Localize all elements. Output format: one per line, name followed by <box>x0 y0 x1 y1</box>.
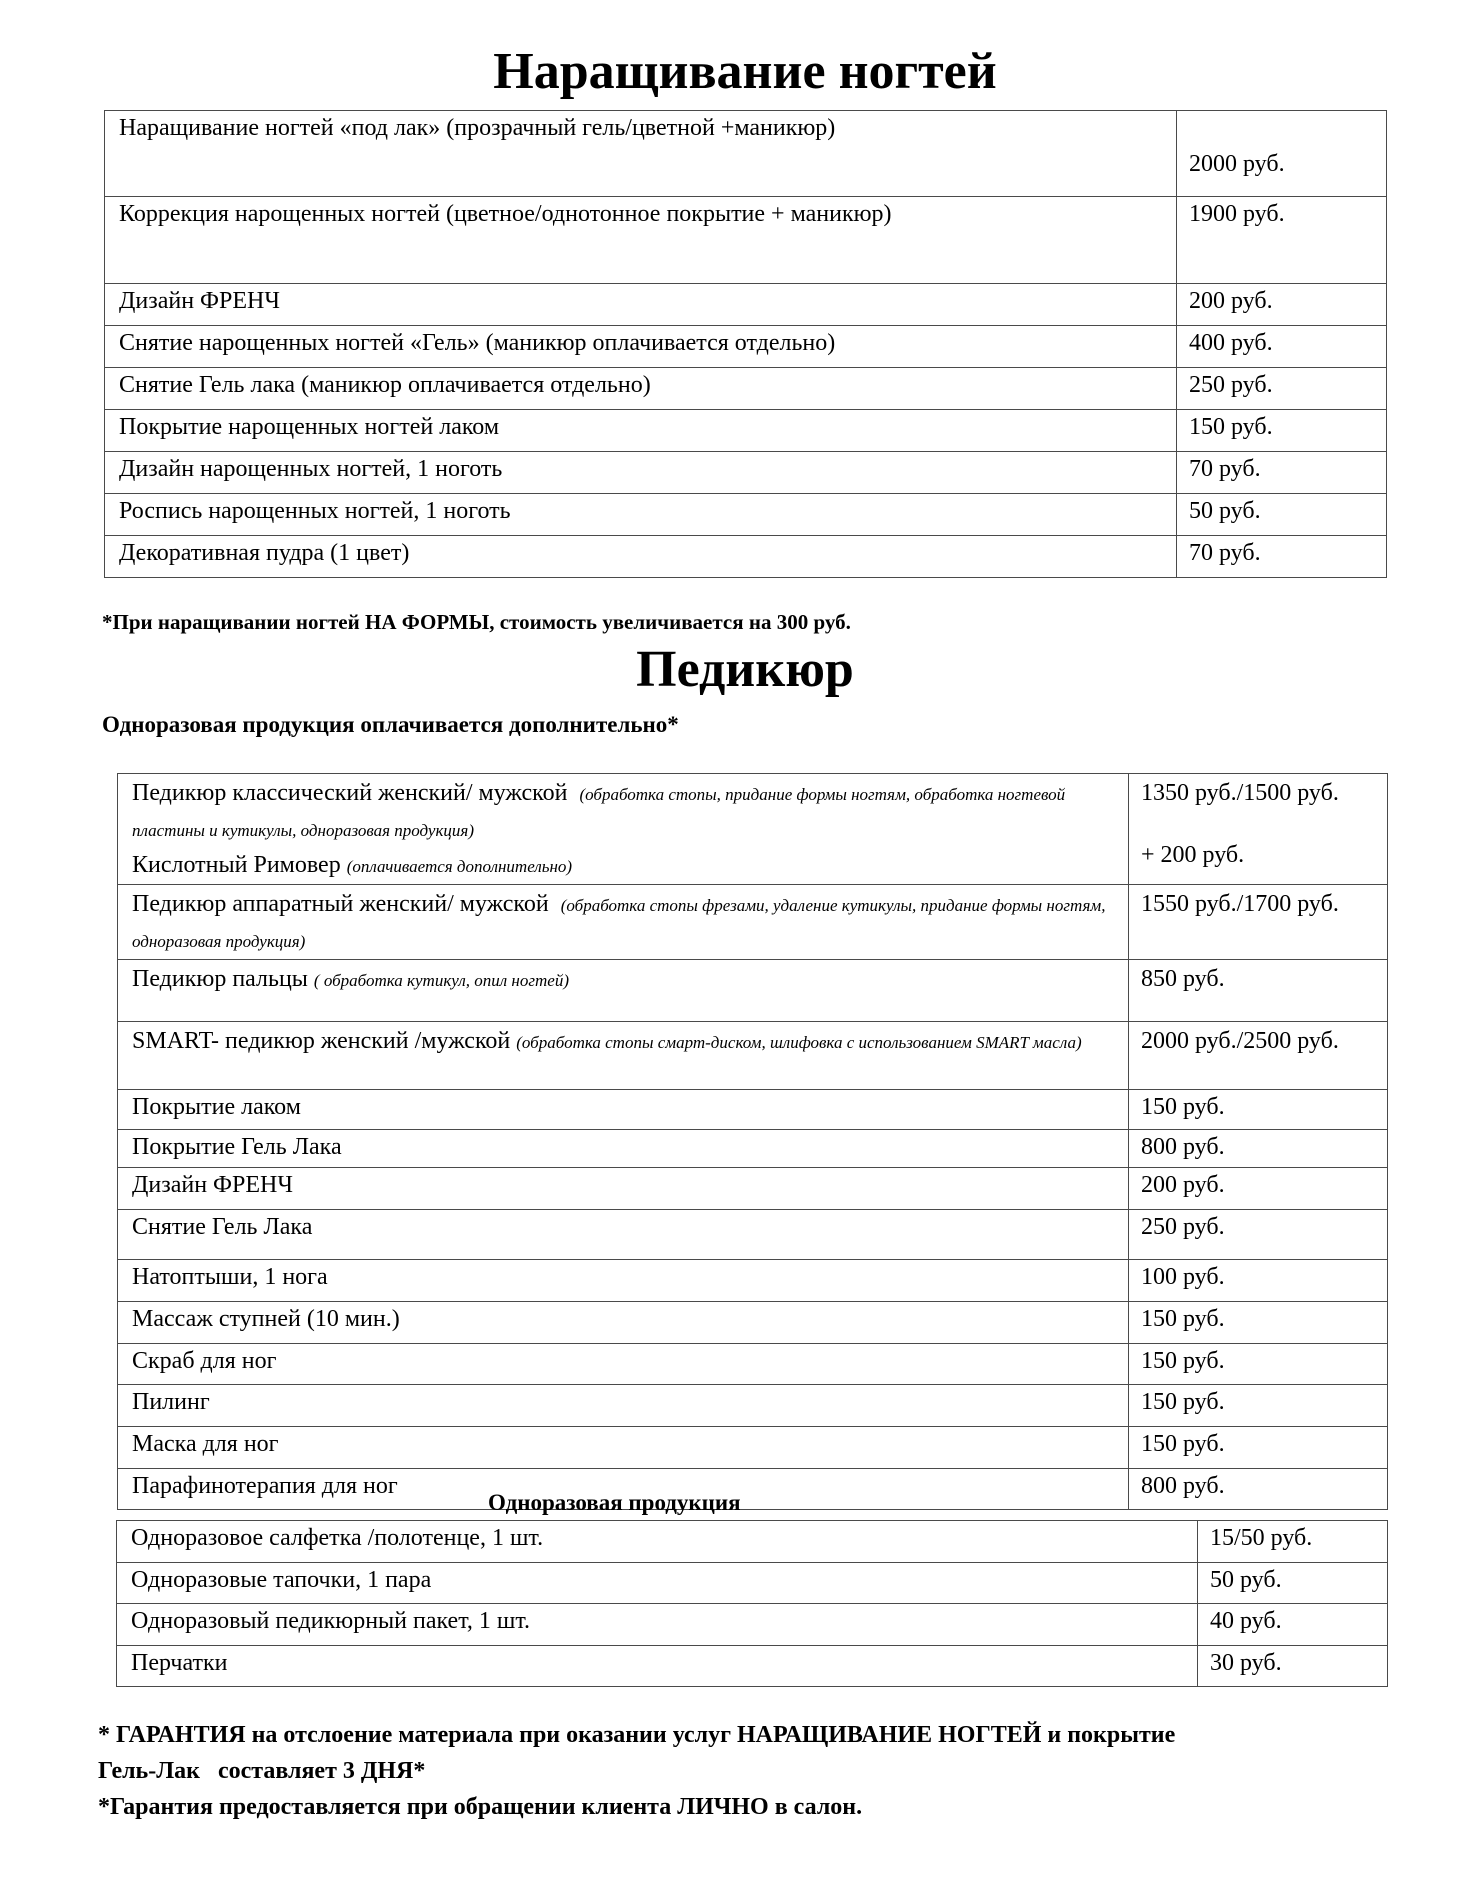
item-name: Перчатки <box>117 1646 1198 1687</box>
forms-surcharge-note: *При наращивании ногтей НА ФОРМЫ, стоимость увеличивается на 300 руб. <box>102 610 851 634</box>
item-name: Одноразовый педикюрный пакет, 1 шт. <box>117 1604 1198 1646</box>
item-price: 30 руб. <box>1198 1646 1388 1687</box>
service-price: 200 руб. <box>1177 284 1387 326</box>
service-price: 250 руб. <box>1129 1210 1388 1260</box>
extension-price-table <box>104 110 1387 578</box>
service-name: Коррекция нарощенных ногтей (цветное/однотонное покрытие + маникюр) <box>105 197 1177 284</box>
service-description: (обработка стопы смарт-диском, шлифовка с использованием SMART масла) <box>516 1033 1082 1052</box>
table-row <box>118 1385 1388 1427</box>
table-row <box>105 326 1387 368</box>
service-name: Покрытие Гель Лака <box>118 1130 1129 1168</box>
service-name: Покрытие лаком <box>118 1090 1129 1130</box>
service-price: 1350 руб./1500 руб. <box>1141 780 1339 806</box>
item-price: 15/50 руб. <box>1198 1521 1388 1563</box>
guarantee-note-line-1: * ГАРАНТИЯ на отслоение материала при оказании услуг НАРАЩИВАНИЕ НОГТЕЙ и покрытие <box>98 1722 1176 1748</box>
service-name-cell <box>118 885 1129 960</box>
service-price: 800 руб. <box>1129 1469 1388 1510</box>
service-price: 2000 руб./2500 руб. <box>1129 1022 1388 1090</box>
table-row <box>117 1604 1388 1646</box>
table-row <box>105 111 1387 197</box>
service-price: 150 руб. <box>1129 1344 1388 1385</box>
item-price: 40 руб. <box>1198 1604 1388 1646</box>
table-row <box>105 197 1387 284</box>
extra-service-price: + 200 руб. <box>1141 842 1245 868</box>
service-name-cell <box>118 1022 1129 1090</box>
service-description: (обработка стопы, придание формы ногтям, обработка ногтевой пластины и кутикулы, одноразовая продукция) <box>132 785 1066 840</box>
table-row <box>118 960 1388 1022</box>
guarantee-note-line-2: Гель-Лак составляет 3 ДНЯ* <box>98 1758 426 1784</box>
table-row <box>105 452 1387 494</box>
service-price: 150 руб. <box>1177 410 1387 452</box>
table-row <box>117 1563 1388 1604</box>
service-name: Натоптыши, 1 нога <box>118 1260 1129 1302</box>
service-description: ( обработка кутикул, опил ногтей) <box>313 971 569 990</box>
item-name: Одноразовое салфетка /полотенце, 1 шт. <box>117 1521 1198 1563</box>
service-name: Декоративная пудра (1 цвет) <box>105 536 1177 578</box>
table-row <box>118 1168 1388 1210</box>
table-row <box>118 885 1388 960</box>
service-name: Педикюр пальцы <box>132 966 308 992</box>
extension-section-title: Наращивание ногтей <box>493 43 997 100</box>
table-row <box>105 410 1387 452</box>
table-row <box>118 1344 1388 1385</box>
service-price: 50 руб. <box>1177 494 1387 536</box>
disposables-price-table <box>116 1520 1388 1687</box>
table-row <box>118 1469 1388 1510</box>
service-name: Дизайн ФРЕНЧ <box>118 1168 1129 1210</box>
disposables-section-title: Одноразовая продукция <box>488 1490 741 1515</box>
service-name: Пилинг <box>118 1385 1129 1427</box>
service-name: Педикюр классический женский/ мужской <box>132 780 568 806</box>
table-row <box>117 1521 1388 1563</box>
service-name: SMART- педикюр женский /мужской <box>132 1028 511 1054</box>
table-row <box>118 1260 1388 1302</box>
service-price: 70 руб. <box>1177 536 1387 578</box>
table-row <box>118 1427 1388 1469</box>
item-name: Одноразовые тапочки, 1 пара <box>117 1563 1198 1604</box>
service-price: 100 руб. <box>1129 1260 1388 1302</box>
service-name: Покрытие нарощенных ногтей лаком <box>105 410 1177 452</box>
extra-service-name: Кислотный Римовер <box>132 852 341 878</box>
service-price: 70 руб. <box>1177 452 1387 494</box>
service-price: 400 руб. <box>1177 326 1387 368</box>
service-name: Дизайн ФРЕНЧ <box>105 284 1177 326</box>
pedicure-section-title: Педикюр <box>636 641 854 698</box>
service-price: 850 руб. <box>1129 960 1388 1022</box>
service-price: 1900 руб. <box>1177 197 1387 284</box>
service-price: 250 руб. <box>1177 368 1387 410</box>
service-price: 150 руб. <box>1129 1302 1388 1344</box>
service-name: Парафинотерапия для ног <box>118 1469 1129 1510</box>
service-name: Наращивание ногтей «под лак» (прозрачный гель/цветной +маникюр) <box>105 111 1177 197</box>
table-row <box>117 1646 1388 1687</box>
service-name: Снятие Гель лака (маникюр оплачивается отдельно) <box>105 368 1177 410</box>
guarantee-note-line-3: *Гарантия предоставляется при обращении клиента ЛИЧНО в салон. <box>98 1794 863 1820</box>
table-row <box>105 368 1387 410</box>
table-row <box>118 1130 1388 1168</box>
service-price: 150 руб. <box>1129 1427 1388 1469</box>
table-row <box>118 774 1388 885</box>
service-name: Скраб для ног <box>118 1344 1129 1385</box>
service-name: Снятие Гель Лака <box>118 1210 1129 1260</box>
table-row <box>118 1302 1388 1344</box>
item-price: 50 руб. <box>1198 1563 1388 1604</box>
service-description: (обработка стопы фрезами, удаление кутикулы, придание формы ногтям, одноразовая продукция) <box>132 896 1106 951</box>
service-name-cell <box>118 960 1129 1022</box>
service-name: Педикюр аппаратный женский/ мужской <box>132 891 549 917</box>
table-row <box>118 1210 1388 1260</box>
service-name-cell <box>118 774 1129 885</box>
service-name: Массаж ступней (10 мин.) <box>118 1302 1129 1344</box>
service-name: Снятие нарощенных ногтей «Гель» (маникюр оплачивается отдельно) <box>105 326 1177 368</box>
service-price: 200 руб. <box>1129 1168 1388 1210</box>
table-row <box>118 1022 1388 1090</box>
table-row <box>105 536 1387 578</box>
service-price: 150 руб. <box>1129 1090 1388 1130</box>
service-name: Маска для ног <box>118 1427 1129 1469</box>
service-price: 2000 руб. <box>1177 111 1387 197</box>
service-price: 800 руб. <box>1129 1130 1388 1168</box>
pedicure-subtitle: Одноразовая продукция оплачивается дополнительно* <box>102 712 679 737</box>
service-name: Дизайн нарощенных ногтей, 1 ноготь <box>105 452 1177 494</box>
table-row <box>105 284 1387 326</box>
table-row <box>105 494 1387 536</box>
service-price-cell <box>1129 774 1388 885</box>
pedicure-price-table <box>117 773 1388 1510</box>
extra-service-description: (оплачивается дополнительно) <box>346 857 573 876</box>
service-price: 150 руб. <box>1129 1385 1388 1427</box>
table-row <box>118 1090 1388 1130</box>
service-name: Роспись нарощенных ногтей, 1 ноготь <box>105 494 1177 536</box>
service-price: 1550 руб./1700 руб. <box>1129 885 1388 960</box>
